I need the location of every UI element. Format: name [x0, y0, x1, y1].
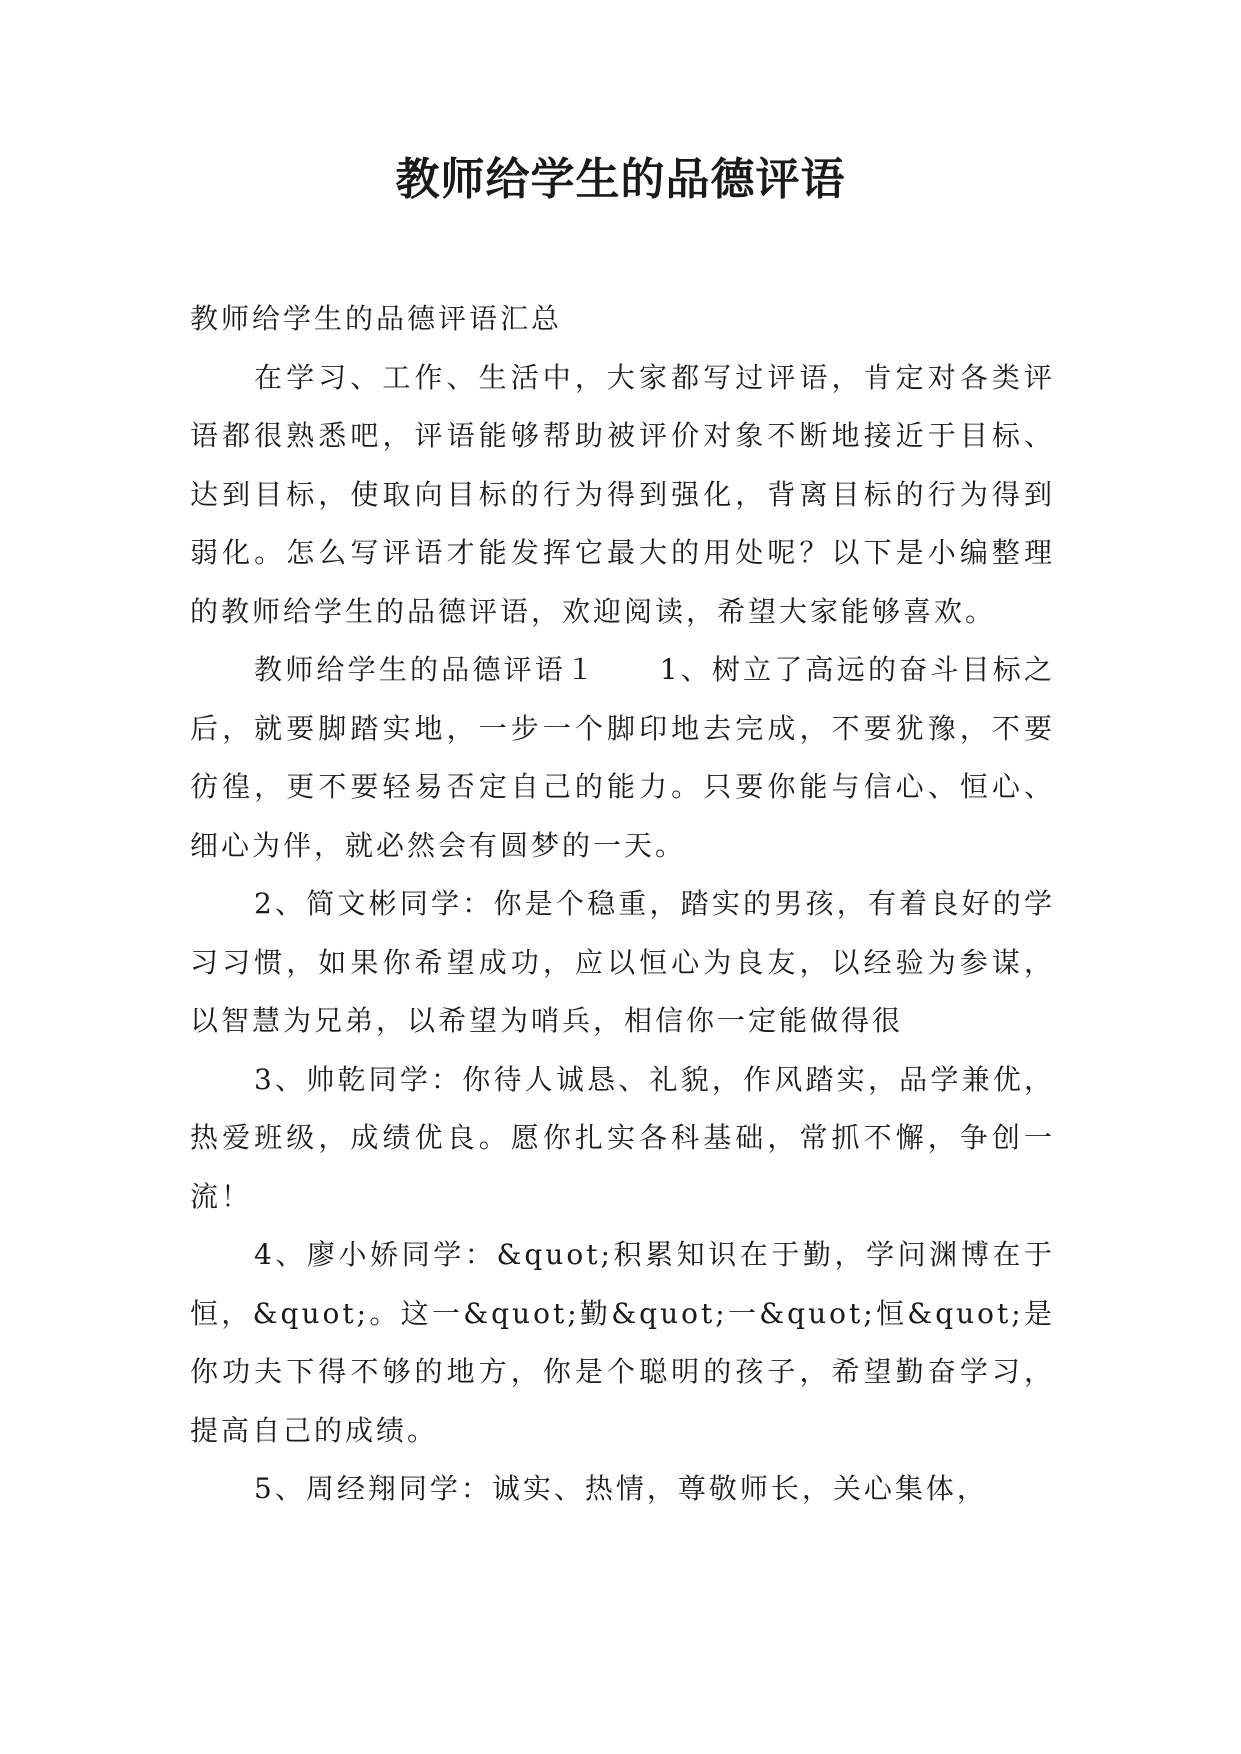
document-title: 教师给学生的品德评语: [395, 154, 846, 205]
comment-paragraph-5: 5、周经翔同学：诚实、热情，尊敬师长，关心集体，: [254, 1472, 988, 1505]
document-body: [190, 290, 1055, 1519]
intro-paragraph: 在学习、工作、生活中，大家都写过评语，肯定对各类评语都很熟悉吧，评语能够帮助被评价对象不断地接近于目标、达到目标，使取向目标的行为得到强化，背离目标的行为得到弱化。怎么写评语才能发挥它最大的用处呢？以下是小编整理的教师给学生的品德评语，欢迎阅读，希望大家能够喜欢。: [190, 360, 1055, 628]
comment-paragraph-1: 教师给学生的品德评语１ 1、树立了高远的奋斗目标之后，就要脚踏实地，一步一个脚印地去完成，不要犹豫，不要彷徨，更不要轻易否定自己的能力。只要你能与信心、恒心、细心为伴，就必然会有圆梦的一天。: [190, 653, 1055, 862]
comment-paragraph-2: 2、简文彬同学：你是个稳重，踏实的男孩，有着良好的学习习惯，如果你希望成功，应以恒心为良友，以经验为参谋，以智慧为兄弟，以希望为哨兵，相信你一定能做得很: [190, 887, 1055, 1037]
comment-paragraph-4: 4、廖小娇同学：&quot;积累知识在于勤，学问渊博在于恒，&quot;。这一&quot;勤&quot;一&quot;恒&quot;是你功夫下得不够的地方，你是个聪明的孩子，希望勤奋学习，提高自己的成绩。: [190, 1238, 1055, 1447]
document-subtitle: 教师给学生的品德评语汇总: [190, 302, 563, 335]
comment-paragraph-3: 3、帅乾同学：你待人诚恳、礼貌，作风踏实，品学兼优，热爱班级，成绩优良。愿你扎实各科基础，常抓不懈，争创一流！: [190, 1062, 1055, 1213]
